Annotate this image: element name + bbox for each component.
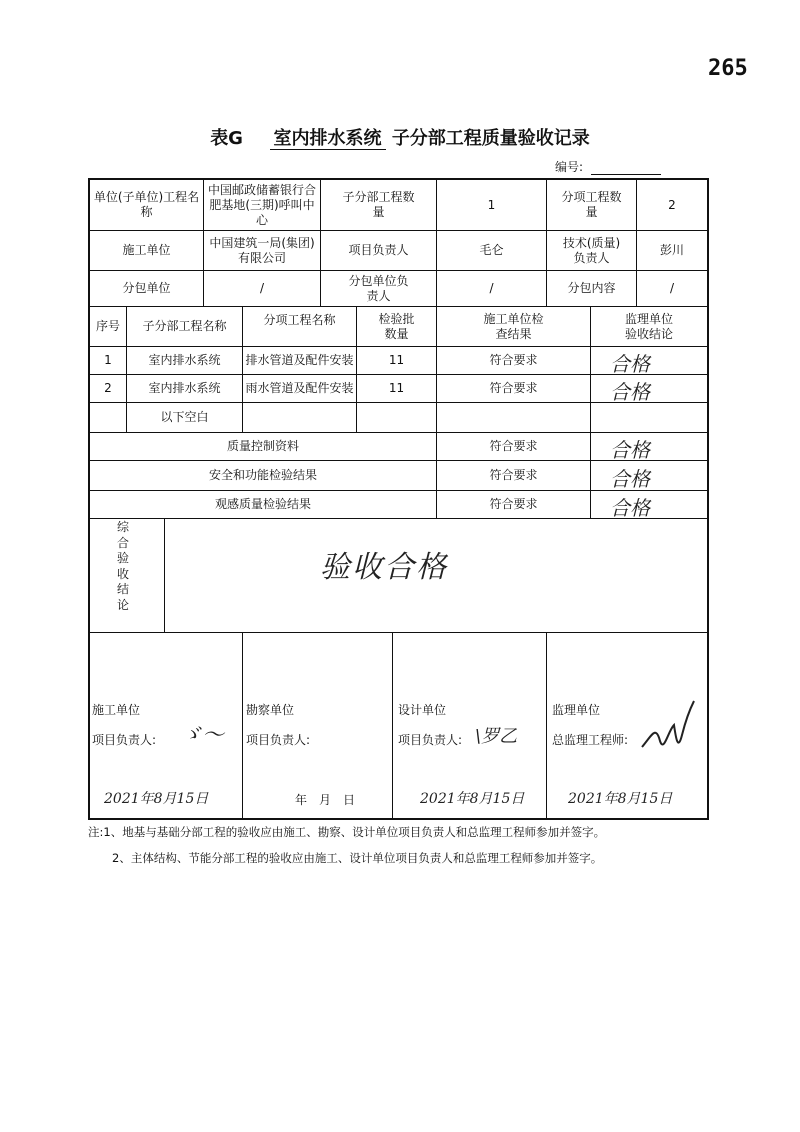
signoff-date-survey: 年 月 日 — [295, 793, 356, 807]
signoff-date-contractor: 2021年8月15日 — [104, 791, 209, 807]
conclusion-text: 验收合格 — [320, 550, 448, 585]
item-qty-label: 分项工程数量 — [561, 190, 622, 219]
contractor-label: 施工单位 — [122, 243, 171, 257]
signoff-date-design: 2021年8月15日 — [420, 791, 525, 807]
sub-content-value: / — [669, 281, 675, 295]
table-row-1-verdict: 合格 — [610, 352, 650, 376]
sub-manager-label: 分包单位负责人 — [348, 273, 409, 303]
summary-result-appearance: 符合要求 — [489, 497, 538, 511]
summary-result-quality-data: 符合要求 — [489, 439, 538, 453]
table-row-1-item: 排水管道及配件安装 — [245, 353, 354, 367]
summary-label-appearance: 观感质量检验结果 — [214, 497, 311, 511]
signoff-unit-survey: 勘察单位 — [246, 703, 295, 717]
table-row-1-batches: 11 — [388, 353, 405, 367]
signoff-unit-supervisor: 监理单位 — [552, 703, 601, 717]
summary-verdict-quality-data: 合格 — [610, 438, 650, 462]
col-header-no: 序号 — [95, 319, 120, 333]
project-manager-value: 毛仑 — [479, 243, 504, 257]
table-row-2-result: 符合要求 — [489, 381, 538, 395]
table-row-2-batches: 11 — [388, 381, 405, 395]
serial-label: 编号: — [555, 160, 584, 174]
sub-division-qty-label: 子分部工程数量 — [342, 190, 415, 219]
signoff-unit-design: 设计单位 — [398, 703, 447, 717]
col-header-batches: 检验批数量 — [378, 311, 415, 341]
item-qty-value: 2 — [668, 197, 676, 212]
table-row-2-no: 2 — [104, 381, 112, 395]
subcontractor-label: 分包单位 — [122, 281, 171, 295]
summary-verdict-safety: 合格 — [610, 467, 650, 491]
signature-contractor: ゞ〜 — [180, 723, 225, 748]
title-suffix: 子分部工程质量验收记录 — [391, 128, 590, 149]
sub-content-label: 分包内容 — [567, 281, 616, 295]
col-header-subsystem: 子分部工程名称 — [142, 319, 227, 333]
summary-label-safety: 安全和功能检验结果 — [208, 468, 317, 482]
col-header-item: 分项工程名称 — [263, 313, 336, 327]
title-prefix: 表G — [210, 128, 243, 149]
signoff-role-supervisor: 总监理工程师: — [552, 733, 629, 747]
summary-verdict-appearance: 合格 — [610, 496, 650, 520]
contractor-value: 中国建筑一局(集团)有限公司 — [209, 235, 315, 265]
title-subsystem: 室内排水系统 — [270, 128, 386, 150]
table-row-2-item: 雨水管道及配件安装 — [245, 381, 354, 395]
summary-label-quality-data: 质量控制资料 — [226, 439, 299, 453]
note-1: 注:1、地基与基础分部工程的验收应由施工、勘察、设计单位项目负责人和总监理工程师参加并签字。 — [88, 825, 606, 839]
signoff-role-survey: 项目负责人: — [246, 733, 311, 747]
tech-lead-value: 彭川 — [659, 243, 684, 257]
sub-manager-value: / — [489, 281, 494, 295]
table-row-1-result: 符合要求 — [489, 353, 538, 367]
signature-supervisor — [638, 695, 698, 757]
serial-number — [555, 158, 661, 175]
table-row-2-verdict: 合格 — [610, 380, 650, 404]
col-header-supervisor-verdict: 监理单位验收结论 — [624, 311, 673, 341]
page-title — [0, 124, 800, 150]
conclusion-label: 综合验收结论 — [116, 520, 129, 612]
tech-lead-label: 技术(质量)负责人 — [562, 235, 621, 265]
subcontractor-value: / — [259, 281, 265, 295]
blank-note: 以下空白 — [160, 410, 209, 424]
signoff-unit-contractor: 施工单位 — [92, 703, 141, 717]
page-number: 265 — [708, 56, 748, 81]
signoff-role-design: 项目负责人: — [398, 733, 463, 747]
acceptance-table — [88, 178, 709, 820]
signature-design: \罗乙 — [475, 726, 518, 747]
unit-name-value: 中国邮政储蓄银行合肥基地(三期)呼叫中心 — [208, 182, 317, 227]
sub-division-qty-value: 1 — [487, 197, 496, 212]
note-2: 2、主体结构、节能分部工程的验收应由施工、设计单位项目负责人和总监理工程师参加并签字。 — [112, 851, 603, 865]
col-header-contractor-result: 施工单位检查结果 — [483, 311, 544, 341]
project-manager-label: 项目负责人 — [348, 243, 409, 257]
table-row-1-no: 1 — [104, 353, 112, 367]
signoff-date-supervisor: 2021年8月15日 — [568, 791, 673, 807]
serial-blank[interactable] — [591, 162, 661, 175]
table-row-2-subsystem: 室内排水系统 — [148, 381, 221, 395]
signoff-role-contractor: 项目负责人: — [92, 733, 157, 747]
summary-result-safety: 符合要求 — [489, 468, 538, 482]
table-row-1-subsystem: 室内排水系统 — [148, 353, 221, 367]
unit-name-label: 单位(子单位)工程名称 — [93, 190, 200, 219]
